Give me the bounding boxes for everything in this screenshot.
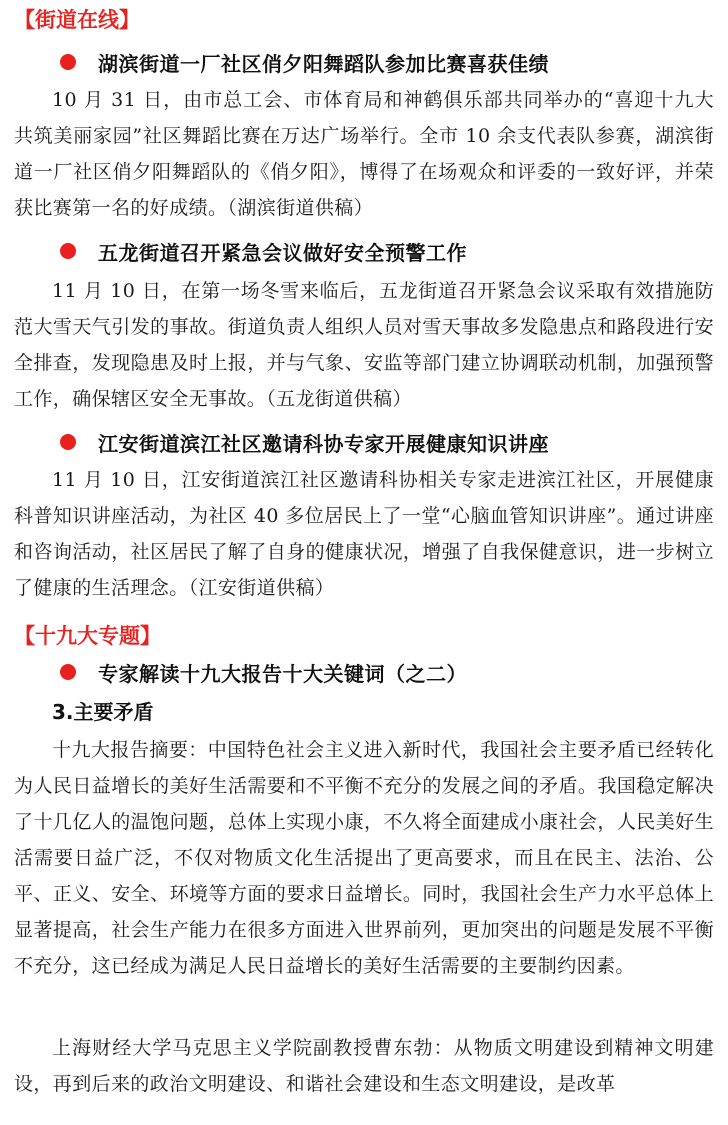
- red-bullet-icon: [60, 54, 76, 70]
- news-body-wulong: 11 月 10 日，在第一场冬雪来临后，五龙街道召开紧急会议采取有效措施防范大雪天气引发的事故。街道负责人组织人员对雪天事故多发隐患点和路段进行安全排查，发现隐患及时上报，并与气象、安监等部门建立协调联动机制，加强预警工作，确保辖区安全无事故。（五龙街道供稿）: [14, 280, 714, 410]
- topic-paragraph-summary: 十九大报告摘要：中国特色社会主义进入新时代，我国社会主要矛盾已经转化为人民日益增长的美好生活需要和不平衡不充分的发展之间的矛盾。我国稳定解决了十几亿人的温饱问题，总体上实现小康，不久将全面建成小康社会，人民美好生活需要日益广泛，不仅对物质文化生活提出了更高要求，而且在民主、法治、公平、正义、安全、环境等方面的要求日益增长。同时，我国社会生产力水平总体上显著提高，社会生产能力在很多方面进入世界前列，更加突出的问题是发展不平衡不充分，这已经成为满足人民日益增长的美好生活需要的主要制约因素。: [14, 739, 714, 977]
- section-title-street-online: 【街道在线】: [14, 8, 140, 32]
- red-bullet-icon: [60, 434, 76, 450]
- topic-paragraph-expert: 上海财经大学马克思主义学院副教授曹东勃：从物质文明建设到精神文明建设，再到后来的政治文明建设、和谐社会建设和生态文明建设，是改革: [14, 1037, 714, 1095]
- red-bullet-icon: [60, 243, 76, 259]
- subheading-main-contradiction: 3.主要矛盾: [52, 700, 154, 724]
- section-title-19th-congress: 【十九大专题】: [14, 624, 161, 648]
- news-body-hubin: 10 月 31 日，由市总工会、市体育局和神鹤俱乐部共同举办的“喜迎十九大 共筑美丽家园”社区舞蹈比赛在万达广场举行。全市 10 余支代表队参赛，湖滨街道一厂社区俏夕阳舞蹈队的《俏夕阳》，博得了在场观众和评委的一致好评，并荣获比赛第一名的好成绩。（湖滨街道供稿）: [14, 89, 714, 219]
- news-heading-wulong: [60, 236, 467, 266]
- news-heading-text: 江安街道滨江社区邀请科协专家开展健康知识讲座: [98, 431, 549, 456]
- news-heading-text: 五龙街道召开紧急会议做好安全预警工作: [98, 240, 467, 265]
- topic-heading-text: 专家解读十九大报告十大关键词（之二）: [98, 661, 467, 686]
- topic-heading-keywords: [60, 657, 467, 687]
- news-heading-jiangan: [60, 427, 549, 457]
- news-body-jiangan: 11 月 10 日，江安街道滨江社区邀请科协相关专家走进滨江社区，开展健康科普知识讲座活动，为社区 40 多位居民上了一堂“心脑血管知识讲座”。通过讲座和咨询活动，社区居民了解了自身的健康状况，增强了自我保健意识，进一步树立了健康的生活理念。（江安街道供稿）: [14, 469, 714, 599]
- news-heading-hubin: [60, 47, 549, 77]
- red-bullet-icon: [60, 664, 76, 680]
- news-heading-text: 湖滨街道一厂社区俏夕阳舞蹈队参加比赛喜获佳绩: [98, 51, 549, 76]
